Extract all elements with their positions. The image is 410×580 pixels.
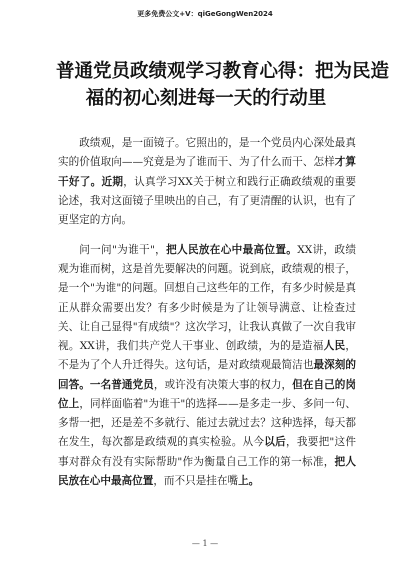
text-run: ，不是为了个人升迁得失。这句话，是对政绩观最简洁也 — [58, 340, 356, 372]
document-body — [58, 134, 356, 502]
body-paragraph — [58, 241, 356, 491]
text-run: ，认真学习XX关于树立和践行正确政绩观的重要论述，我对这面镜子里映出的自己，有了更清醒的认识，也有了更坚定的方向。 — [58, 175, 356, 226]
bold-text-run: 最深刻的回答。一名普通党员 — [58, 359, 357, 391]
bold-text-run: 但在自己的岗位上 — [58, 378, 357, 410]
bold-text-run: 把人民放在心中最高位置。 — [166, 243, 298, 256]
body-paragraph — [58, 134, 356, 230]
bold-text-run: 上。 — [238, 474, 260, 487]
text-run: ，同样面临着"为谁干"的选择——是多走一步、多问一句、多帮一把，还是差不多就行、能过去就过去？这种选择，每天都在发生，每次都是政绩观的真实检验。从今 — [58, 397, 357, 449]
text-run: 政绩观，是一面镜子。它照出的，是一个党员内心深处最真实的价值取向——究竟是为了谁而干、为了什么而干、怎样 — [58, 137, 356, 169]
title-line-1: 普通党员政绩观学习教育心得：把为民造 — [56, 61, 390, 82]
text-run: XX讲，政绩观为谁而树，这是首先要解决的问题。说到底，政绩观的根子，是一个"为谁"的问题。回想自己这些年的工作，有多少时候是真正从群众需要出发？有多少时候是为了让领导满意、让检查过关、让自己显得"有成绩"？这次学习，让我认真做了一次自我审视。XX讲，我们共产党人干事业、创政绩，为的是造福 — [58, 243, 357, 352]
bold-text-run: 把人民放在心中最高位置 — [58, 455, 356, 487]
document-title — [56, 58, 390, 112]
text-run: ，我要把"这件事对群众有没有实际帮助"作为衡量自己工作的第一标准， — [58, 436, 357, 468]
text-run: ，而不只是挂在嘴 — [153, 474, 239, 487]
text-run: ，或许没有决策大事的权力， — [153, 378, 293, 391]
text-run: 问一问"为谁干"， — [79, 243, 167, 256]
bold-text-run: 才算干好了。近期 — [58, 156, 357, 188]
title-line-2: 福的初心刻进每一天的行动里 — [85, 88, 327, 109]
page-number: — 1 — — [191, 539, 219, 548]
bold-text-run: 以后 — [264, 436, 286, 449]
header-note: 更多免费公文+V：qiGeGongWen2024 — [137, 10, 273, 18]
bold-text-run: 人民 — [323, 340, 346, 352]
